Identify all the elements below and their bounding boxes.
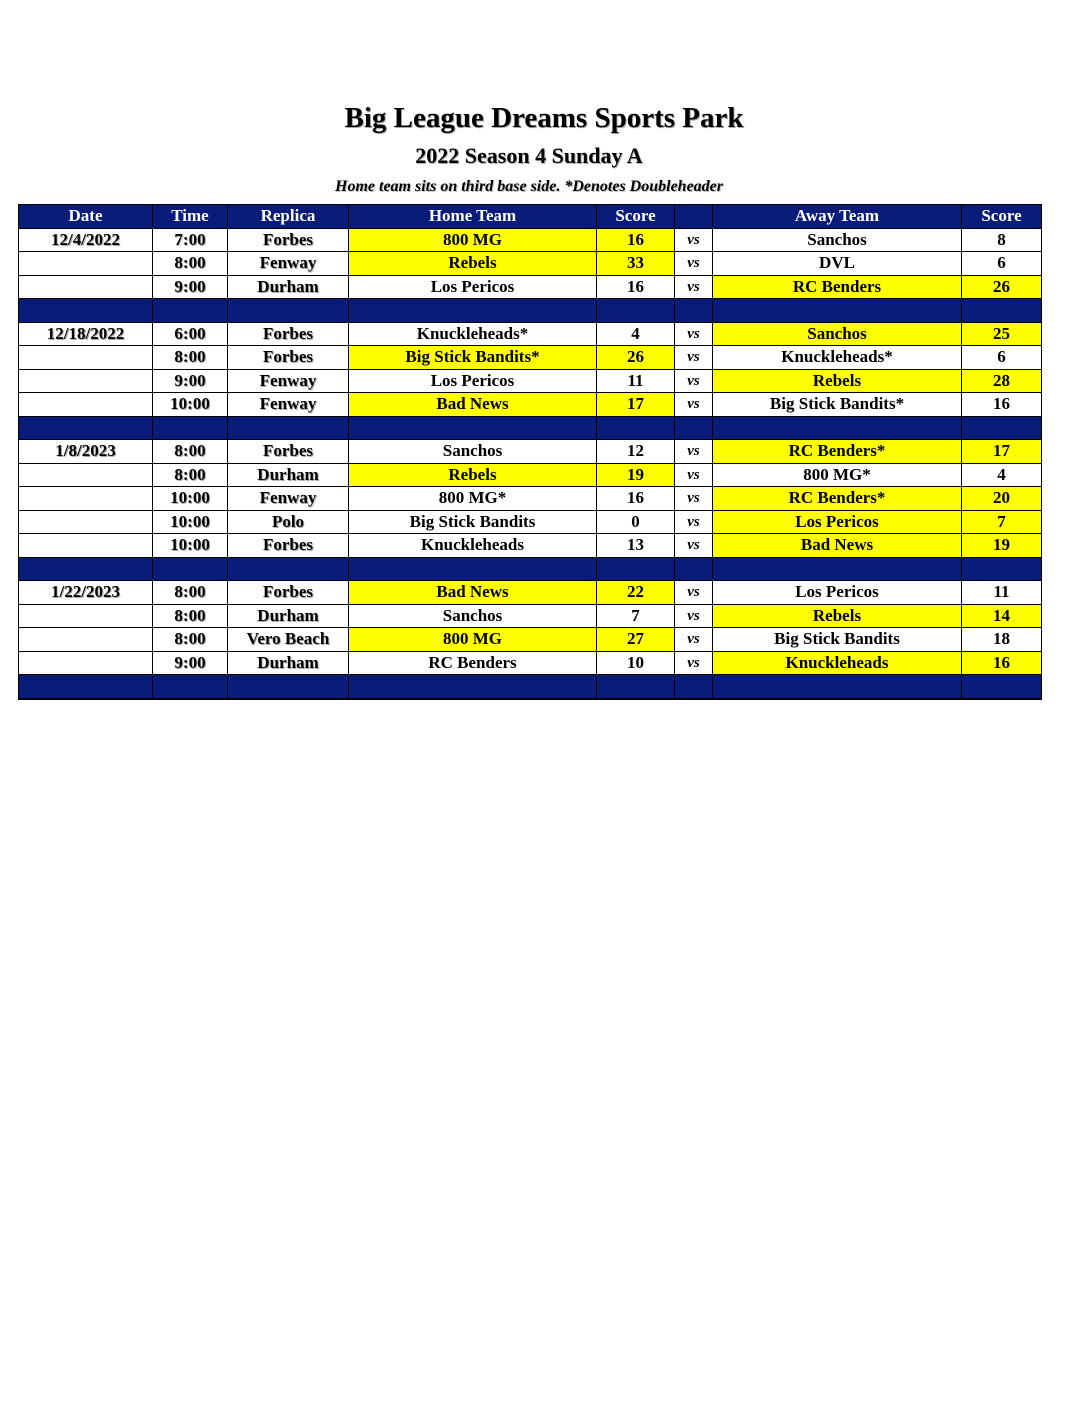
separator-cell bbox=[713, 675, 962, 699]
game-field: Fenway bbox=[228, 393, 349, 417]
game-time: 10:00 bbox=[153, 534, 228, 558]
game-row bbox=[19, 228, 1042, 252]
game-field: Forbes bbox=[228, 228, 349, 252]
away-team: Los Pericos bbox=[713, 581, 962, 605]
home-score: 4 bbox=[597, 322, 675, 346]
vs-label: vs bbox=[675, 463, 713, 487]
home-team: Los Pericos bbox=[349, 369, 597, 393]
away-score: 7 bbox=[962, 510, 1042, 534]
home-score: 16 bbox=[597, 228, 675, 252]
separator-cell bbox=[597, 299, 675, 323]
game-field: Forbes bbox=[228, 322, 349, 346]
separator-cell bbox=[349, 675, 597, 699]
separator-cell bbox=[713, 299, 962, 323]
home-team: 800 MG* bbox=[349, 487, 597, 511]
game-row bbox=[19, 440, 1042, 464]
away-score: 19 bbox=[962, 534, 1042, 558]
game-time: 8:00 bbox=[153, 463, 228, 487]
away-score: 8 bbox=[962, 228, 1042, 252]
game-date: 12/4/2022 bbox=[19, 228, 153, 252]
home-team: Los Pericos bbox=[349, 275, 597, 299]
game-time: 10:00 bbox=[153, 393, 228, 417]
game-field: Durham bbox=[228, 275, 349, 299]
game-time: 9:00 bbox=[153, 369, 228, 393]
vs-label: vs bbox=[675, 346, 713, 370]
game-field: Polo bbox=[228, 510, 349, 534]
separator-cell bbox=[19, 557, 153, 581]
game-row bbox=[19, 275, 1042, 299]
home-score: 17 bbox=[597, 393, 675, 417]
separator-cell bbox=[349, 557, 597, 581]
header-row bbox=[19, 205, 1042, 229]
game-row bbox=[19, 346, 1042, 370]
game-time: 8:00 bbox=[153, 252, 228, 276]
vs-label: vs bbox=[675, 604, 713, 628]
game-field: Durham bbox=[228, 604, 349, 628]
away-score: 25 bbox=[962, 322, 1042, 346]
home-score: 12 bbox=[597, 440, 675, 464]
home-score: 13 bbox=[597, 534, 675, 558]
game-row bbox=[19, 510, 1042, 534]
home-score: 16 bbox=[597, 275, 675, 299]
game-time: 10:00 bbox=[153, 487, 228, 511]
separator-row bbox=[19, 675, 1042, 699]
game-field: Fenway bbox=[228, 369, 349, 393]
away-team: Sanchos bbox=[713, 322, 962, 346]
away-team: Los Pericos bbox=[713, 510, 962, 534]
game-date bbox=[19, 393, 153, 417]
home-team: Rebels bbox=[349, 252, 597, 276]
game-date bbox=[19, 346, 153, 370]
separator-cell bbox=[962, 557, 1042, 581]
schedule-body bbox=[19, 228, 1042, 699]
game-date bbox=[19, 510, 153, 534]
separator-cell bbox=[228, 299, 349, 323]
away-team: Big Stick Bandits bbox=[713, 628, 962, 652]
away-team: 800 MG* bbox=[713, 463, 962, 487]
separator-row bbox=[19, 416, 1042, 440]
game-field: Forbes bbox=[228, 346, 349, 370]
separator-cell bbox=[675, 675, 713, 699]
game-time: 8:00 bbox=[153, 440, 228, 464]
home-team: Big Stick Bandits bbox=[349, 510, 597, 534]
home-score: 19 bbox=[597, 463, 675, 487]
home-team: Big Stick Bandits* bbox=[349, 346, 597, 370]
separator-cell bbox=[675, 416, 713, 440]
separator-cell bbox=[228, 416, 349, 440]
separator-cell bbox=[349, 416, 597, 440]
away-score: 14 bbox=[962, 604, 1042, 628]
away-team: Knuckleheads bbox=[713, 651, 962, 675]
header-away-score: Score bbox=[962, 205, 1042, 229]
separator-cell bbox=[228, 557, 349, 581]
vs-label: vs bbox=[675, 322, 713, 346]
game-field: Forbes bbox=[228, 534, 349, 558]
home-team: 800 MG bbox=[349, 228, 597, 252]
game-date bbox=[19, 651, 153, 675]
game-row bbox=[19, 252, 1042, 276]
away-score: 20 bbox=[962, 487, 1042, 511]
game-date bbox=[19, 369, 153, 393]
header-time: Time bbox=[153, 205, 228, 229]
game-row bbox=[19, 393, 1042, 417]
game-time: 6:00 bbox=[153, 322, 228, 346]
vs-label: vs bbox=[675, 440, 713, 464]
vs-label: vs bbox=[675, 393, 713, 417]
game-row bbox=[19, 534, 1042, 558]
separator-cell bbox=[19, 299, 153, 323]
away-score: 4 bbox=[962, 463, 1042, 487]
separator-cell bbox=[675, 299, 713, 323]
home-team: Knuckleheads* bbox=[349, 322, 597, 346]
home-score: 33 bbox=[597, 252, 675, 276]
away-score: 18 bbox=[962, 628, 1042, 652]
game-row bbox=[19, 487, 1042, 511]
home-score: 27 bbox=[597, 628, 675, 652]
separator-cell bbox=[153, 675, 228, 699]
vs-label: vs bbox=[675, 487, 713, 511]
header-away-team: Away Team bbox=[713, 205, 962, 229]
game-field: Fenway bbox=[228, 487, 349, 511]
separator-cell bbox=[962, 299, 1042, 323]
home-team: Sanchos bbox=[349, 604, 597, 628]
home-team: Rebels bbox=[349, 463, 597, 487]
vs-label: vs bbox=[675, 369, 713, 393]
vs-label: vs bbox=[675, 252, 713, 276]
separator-cell bbox=[19, 416, 153, 440]
game-time: 8:00 bbox=[153, 581, 228, 605]
home-team: Bad News bbox=[349, 393, 597, 417]
away-team: RC Benders bbox=[713, 275, 962, 299]
vs-label: vs bbox=[675, 534, 713, 558]
game-row bbox=[19, 581, 1042, 605]
home-team: RC Benders bbox=[349, 651, 597, 675]
away-score: 26 bbox=[962, 275, 1042, 299]
away-team: Big Stick Bandits* bbox=[713, 393, 962, 417]
away-score: 28 bbox=[962, 369, 1042, 393]
game-date bbox=[19, 604, 153, 628]
game-time: 9:00 bbox=[153, 275, 228, 299]
home-score: 22 bbox=[597, 581, 675, 605]
home-score: 10 bbox=[597, 651, 675, 675]
vs-label: vs bbox=[675, 628, 713, 652]
vs-label: vs bbox=[675, 581, 713, 605]
home-team: Bad News bbox=[349, 581, 597, 605]
away-score: 6 bbox=[962, 252, 1042, 276]
separator-cell bbox=[597, 557, 675, 581]
game-time: 8:00 bbox=[153, 604, 228, 628]
separator-row bbox=[19, 299, 1042, 323]
home-score: 26 bbox=[597, 346, 675, 370]
vs-label: vs bbox=[675, 510, 713, 534]
separator-cell bbox=[153, 416, 228, 440]
away-team: RC Benders* bbox=[713, 440, 962, 464]
away-team: Knuckleheads* bbox=[713, 346, 962, 370]
away-team: Bad News bbox=[713, 534, 962, 558]
game-date bbox=[19, 534, 153, 558]
game-field: Fenway bbox=[228, 252, 349, 276]
separator-cell bbox=[962, 675, 1042, 699]
away-score: 16 bbox=[962, 393, 1042, 417]
away-team: Rebels bbox=[713, 604, 962, 628]
vs-label: vs bbox=[675, 228, 713, 252]
separator-cell bbox=[349, 299, 597, 323]
page-subtitle: 2022 Season 4 Sunday A bbox=[415, 143, 643, 168]
game-field: Forbes bbox=[228, 581, 349, 605]
game-time: 8:00 bbox=[153, 346, 228, 370]
header-replica: Replica bbox=[228, 205, 349, 229]
home-score: 11 bbox=[597, 369, 675, 393]
game-field: Durham bbox=[228, 463, 349, 487]
game-time: 9:00 bbox=[153, 651, 228, 675]
separator-cell bbox=[153, 557, 228, 581]
header-vs bbox=[675, 205, 713, 229]
away-team: DVL bbox=[713, 252, 962, 276]
away-score: 6 bbox=[962, 346, 1042, 370]
game-date bbox=[19, 275, 153, 299]
game-field: Forbes bbox=[228, 440, 349, 464]
separator-cell bbox=[597, 675, 675, 699]
game-date bbox=[19, 487, 153, 511]
separator-cell bbox=[153, 299, 228, 323]
game-time: 7:00 bbox=[153, 228, 228, 252]
game-date bbox=[19, 628, 153, 652]
game-row bbox=[19, 604, 1042, 628]
header-home-team: Home Team bbox=[349, 205, 597, 229]
separator-cell bbox=[597, 416, 675, 440]
separator-row bbox=[19, 557, 1042, 581]
home-team: 800 MG bbox=[349, 628, 597, 652]
home-team: Knuckleheads bbox=[349, 534, 597, 558]
home-score: 16 bbox=[597, 487, 675, 511]
game-row bbox=[19, 322, 1042, 346]
separator-cell bbox=[228, 675, 349, 699]
home-score: 7 bbox=[597, 604, 675, 628]
game-date: 1/8/2023 bbox=[19, 440, 153, 464]
game-row bbox=[19, 628, 1042, 652]
schedule-table bbox=[18, 204, 1042, 700]
separator-cell bbox=[713, 557, 962, 581]
game-time: 8:00 bbox=[153, 628, 228, 652]
game-field: Durham bbox=[228, 651, 349, 675]
away-score: 11 bbox=[962, 581, 1042, 605]
game-row bbox=[19, 651, 1042, 675]
header-home-score: Score bbox=[597, 205, 675, 229]
separator-cell bbox=[962, 416, 1042, 440]
separator-cell bbox=[19, 675, 153, 699]
vs-label: vs bbox=[675, 651, 713, 675]
away-team: RC Benders* bbox=[713, 487, 962, 511]
game-date bbox=[19, 463, 153, 487]
game-date: 12/18/2022 bbox=[19, 322, 153, 346]
away-team: Rebels bbox=[713, 369, 962, 393]
header-date: Date bbox=[19, 205, 153, 229]
separator-cell bbox=[713, 416, 962, 440]
game-time: 10:00 bbox=[153, 510, 228, 534]
game-date bbox=[19, 252, 153, 276]
game-row bbox=[19, 369, 1042, 393]
separator-cell bbox=[675, 557, 713, 581]
away-score: 16 bbox=[962, 651, 1042, 675]
away-score: 17 bbox=[962, 440, 1042, 464]
home-score: 0 bbox=[597, 510, 675, 534]
home-team: Sanchos bbox=[349, 440, 597, 464]
game-date: 1/22/2023 bbox=[19, 581, 153, 605]
page-title: Big League Dreams Sports Park bbox=[344, 102, 744, 134]
schedule-note: Home team sits on third base side. *Denotes Doubleheader bbox=[335, 178, 723, 195]
game-row bbox=[19, 463, 1042, 487]
away-team: Sanchos bbox=[713, 228, 962, 252]
game-field: Vero Beach bbox=[228, 628, 349, 652]
vs-label: vs bbox=[675, 275, 713, 299]
